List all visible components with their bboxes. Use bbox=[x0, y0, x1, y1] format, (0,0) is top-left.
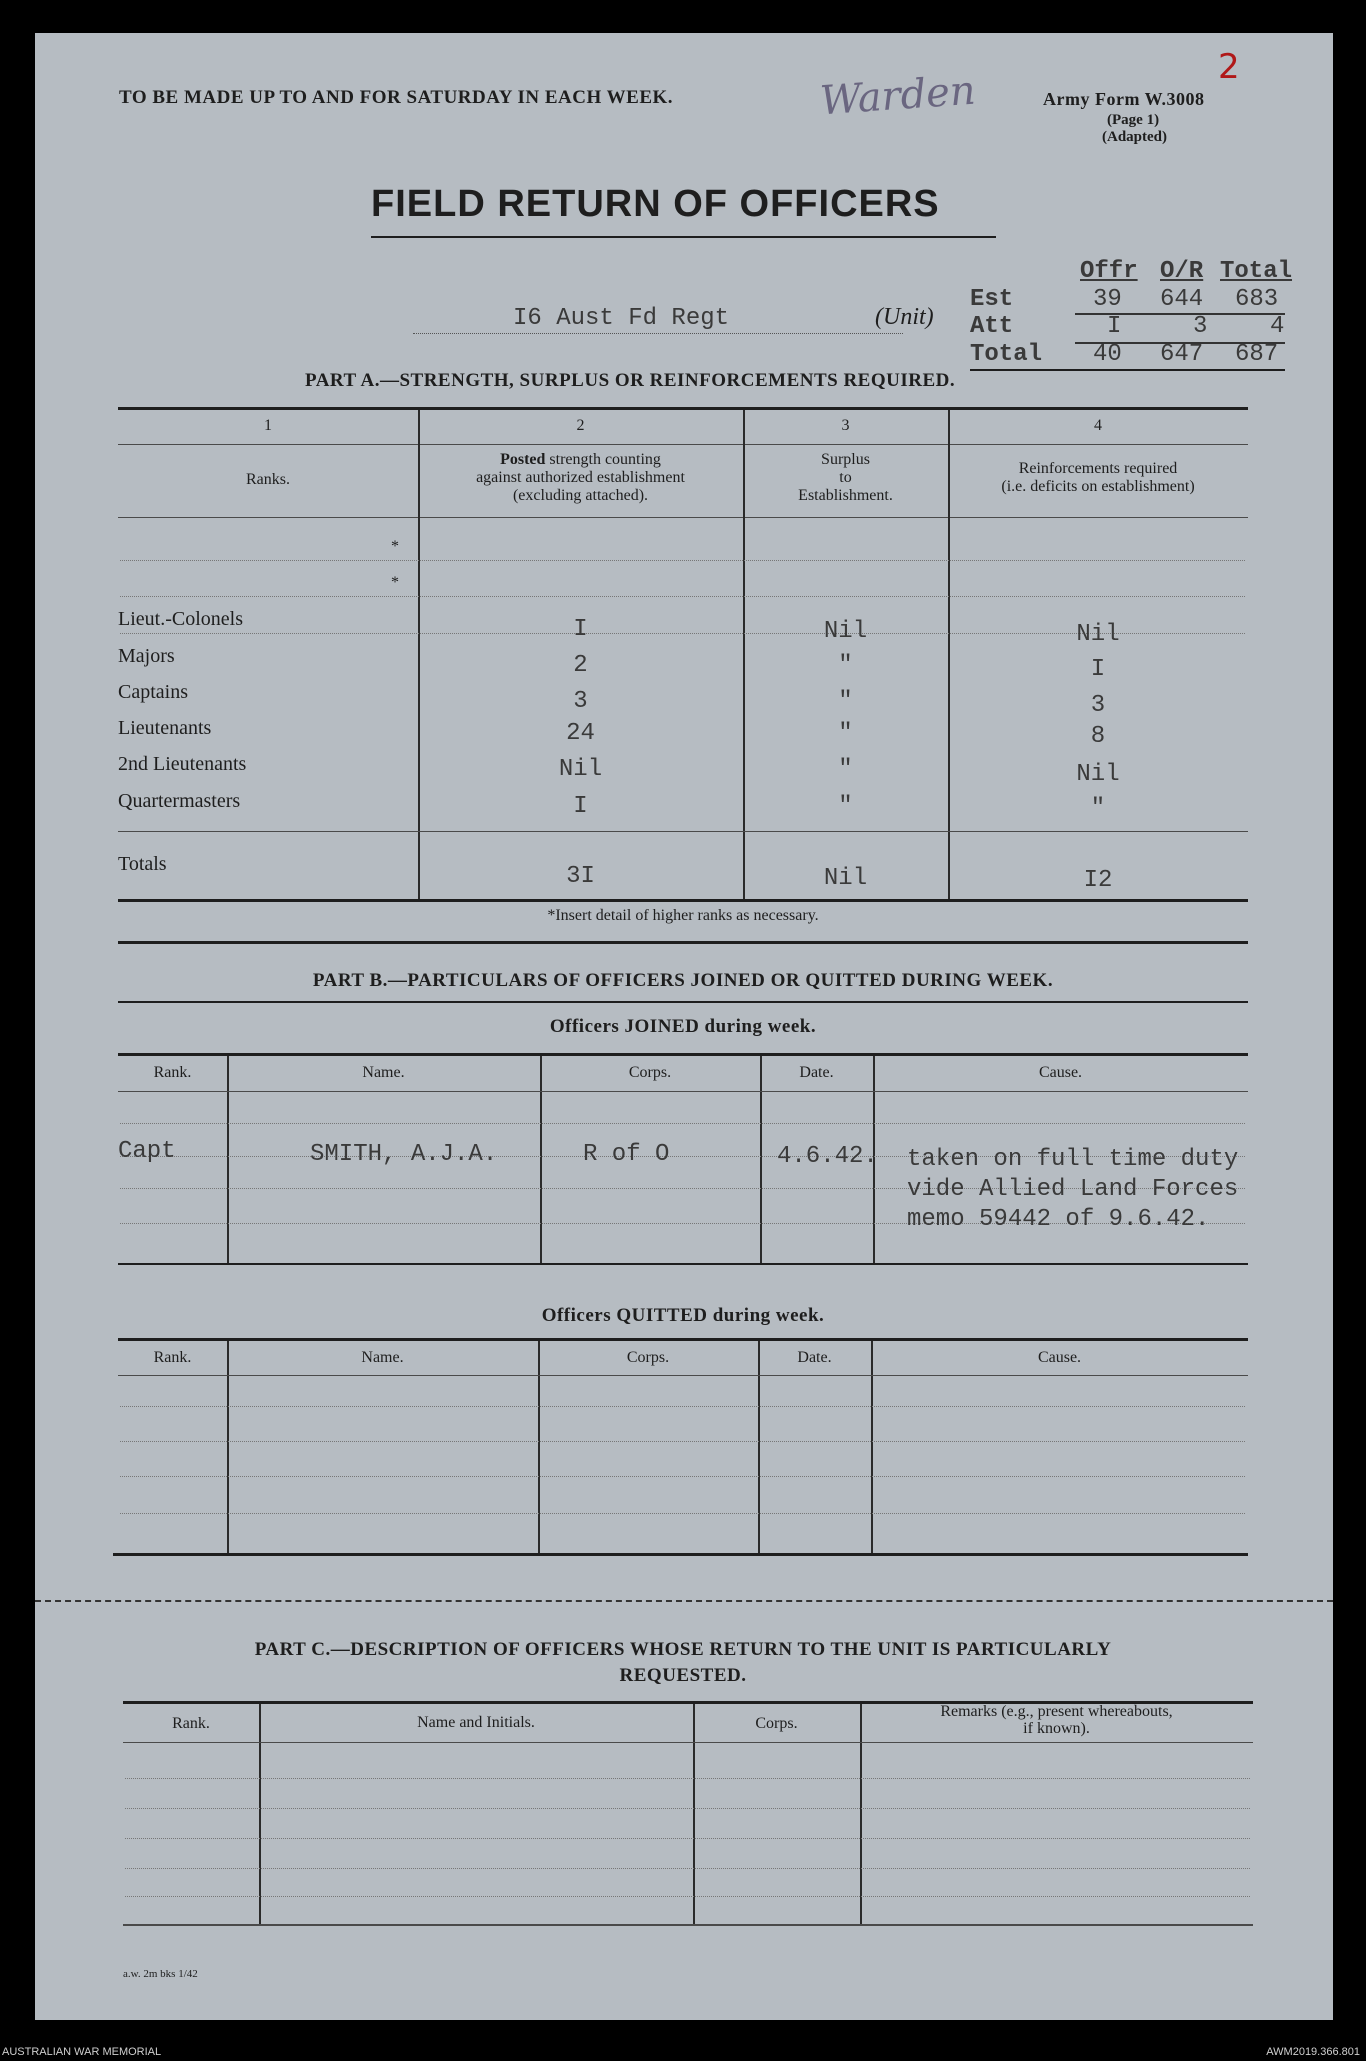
table-bottom-rule bbox=[118, 1263, 1248, 1265]
summary-cell: 644 bbox=[1160, 286, 1204, 313]
col-header-date: Date. bbox=[799, 1064, 834, 1081]
joined-date: 4.6.42. bbox=[777, 1143, 878, 1170]
title-underline bbox=[371, 236, 996, 238]
surplus-value: " bbox=[838, 688, 853, 715]
posted-bold: Posted bbox=[500, 451, 546, 468]
asterisk: * bbox=[391, 538, 399, 555]
summary-cell: 683 bbox=[1235, 286, 1279, 313]
posted-l1: strength counting bbox=[545, 451, 661, 468]
surplus-l1: Surplus bbox=[821, 451, 870, 468]
row-line bbox=[125, 1778, 1250, 1779]
col-header-cause: Cause. bbox=[1037, 1349, 1082, 1366]
column-divider bbox=[758, 1341, 760, 1553]
column-divider bbox=[540, 1056, 542, 1263]
surplus-value: " bbox=[838, 720, 853, 747]
totals-divider bbox=[118, 831, 1248, 832]
totals-surplus: Nil bbox=[823, 865, 868, 892]
remarks-line: Remarks (e.g., present whereabouts, bbox=[940, 1703, 1173, 1720]
summary-header-or: O/R bbox=[1160, 258, 1204, 285]
reinf-value: " bbox=[1090, 795, 1106, 822]
handwritten-name: Warden bbox=[818, 67, 978, 125]
row-line bbox=[125, 1896, 1250, 1897]
joined-rank: Capt bbox=[118, 1138, 176, 1165]
part-c-title-line: PART C.—DESCRIPTION OF OFFICERS WHOSE RETURN TO THE UNIT IS PARTICULARLY bbox=[254, 1639, 1112, 1660]
summary-total-rule bbox=[970, 369, 1285, 371]
posted-value: I bbox=[573, 793, 588, 820]
posted-l3: (excluding attached). bbox=[512, 487, 649, 504]
row-divider bbox=[118, 1091, 1248, 1092]
col-header-reinforcements bbox=[948, 460, 1248, 496]
page-label: (Page 1) bbox=[1107, 112, 1160, 128]
part-b-rule bbox=[118, 1001, 1248, 1003]
column-divider bbox=[538, 1341, 540, 1553]
row-line bbox=[120, 1513, 1245, 1514]
column-divider bbox=[693, 1704, 695, 1924]
summary-header-offr: Offr bbox=[1080, 258, 1138, 285]
unit-value: I6 Aust Fd Regt bbox=[513, 305, 730, 332]
reinf-value: 3 bbox=[1090, 692, 1106, 719]
summary-cell: 39 bbox=[1093, 286, 1122, 313]
table-bottom-rule bbox=[118, 899, 1248, 902]
surplus-l2: to bbox=[839, 469, 852, 486]
row-line bbox=[125, 1838, 1250, 1839]
table-top-rule bbox=[118, 407, 1248, 410]
joined-cause bbox=[907, 1145, 1238, 1235]
summary-cell: 40 bbox=[1093, 341, 1122, 368]
summary-cell: 647 bbox=[1160, 341, 1204, 368]
posted-value: 3 bbox=[573, 688, 588, 715]
row-line bbox=[120, 1441, 1245, 1442]
cause-line: memo 59442 of 9.6.42. bbox=[907, 1206, 1210, 1233]
col-header-name: Name. bbox=[361, 1349, 404, 1366]
col-header-corps: Corps. bbox=[626, 1349, 670, 1366]
cause-line: vide Allied Land Forces bbox=[907, 1176, 1239, 1203]
column-divider bbox=[227, 1056, 229, 1263]
col-header-posted bbox=[418, 451, 743, 505]
table-top-rule bbox=[118, 1338, 1248, 1341]
rank-label: Majors bbox=[118, 645, 175, 667]
footer-right: AWM2019.366.801 bbox=[1266, 2046, 1360, 2058]
posted-l2: against authorized establishment bbox=[476, 469, 685, 486]
quitted-title: Officers QUITTED during week. bbox=[541, 1305, 825, 1326]
reinf-value: 8 bbox=[1090, 723, 1106, 750]
unit-dotted-line bbox=[413, 333, 903, 334]
col-header-rank: Rank. bbox=[153, 1349, 192, 1366]
column-divider bbox=[860, 1704, 862, 1924]
blank-row-line bbox=[120, 596, 1245, 597]
col-number: 4 bbox=[1094, 417, 1102, 434]
rank-label: Quartermasters bbox=[118, 790, 241, 812]
joined-title: Officers JOINED during week. bbox=[549, 1016, 817, 1037]
col-header-surplus bbox=[743, 451, 948, 505]
handwritten-page-number: 2 bbox=[1218, 47, 1240, 87]
col-number: 1 bbox=[264, 417, 272, 434]
col-header-corps: Corps. bbox=[755, 1715, 798, 1732]
col-header-remarks bbox=[860, 1703, 1253, 1737]
col-header-corps: Corps. bbox=[628, 1064, 672, 1081]
row-line bbox=[125, 1808, 1250, 1809]
surplus-value: " bbox=[838, 793, 853, 820]
reinf-value: Nil bbox=[1076, 761, 1120, 788]
col-header-cause: Cause. bbox=[1038, 1064, 1083, 1081]
summary-cell: 687 bbox=[1235, 341, 1279, 368]
row-line bbox=[120, 1406, 1245, 1407]
rank-label: Captains bbox=[118, 681, 188, 703]
posted-value: 2 bbox=[573, 652, 588, 679]
instruction-text: TO BE MADE UP TO AND FOR SATURDAY IN EACH WEEK. bbox=[119, 87, 674, 108]
col-number: 2 bbox=[576, 417, 585, 434]
perforation-line bbox=[35, 1600, 1333, 1602]
table-top-rule bbox=[118, 1053, 1248, 1056]
summary-cell: I bbox=[1107, 313, 1122, 340]
part-c-title-line: REQUESTED. bbox=[619, 1665, 747, 1686]
col-header-date: Date. bbox=[797, 1349, 832, 1366]
cause-line: taken on full time duty bbox=[907, 1146, 1239, 1173]
joined-name: SMITH, A.J.A. bbox=[310, 1141, 498, 1168]
totals-reinf: I2 bbox=[1083, 867, 1113, 894]
rank-label: 2nd Lieutenants bbox=[118, 753, 247, 775]
col-header-ranks: Ranks. bbox=[246, 471, 290, 488]
column-divider bbox=[871, 1341, 873, 1553]
part-a-title: PART A.—STRENGTH, SURPLUS OR REINFORCEMENTS REQUIRED. bbox=[305, 370, 956, 391]
col-header-name: Name. bbox=[362, 1064, 405, 1081]
summary-row-label: Est bbox=[970, 286, 1014, 313]
joined-corps: R of O bbox=[583, 1141, 670, 1168]
row-divider bbox=[123, 1742, 1253, 1743]
footer-left: AUSTRALIAN WAR MEMORIAL bbox=[2, 2046, 162, 2058]
posted-value: 24 bbox=[566, 720, 595, 747]
row-divider bbox=[118, 517, 1248, 518]
form-page bbox=[35, 33, 1333, 2020]
col-header-name-initials: Name and Initials. bbox=[417, 1714, 535, 1731]
rank-label: Lieutenants bbox=[118, 717, 212, 739]
row-line bbox=[120, 1476, 1245, 1477]
summary-cell: 3 bbox=[1193, 313, 1208, 340]
remarks-line: if known). bbox=[1023, 1720, 1090, 1737]
reinf-l1: Reinforcements required bbox=[1018, 460, 1178, 477]
col-number: 3 bbox=[841, 417, 850, 434]
summary-row-label: Att bbox=[970, 313, 1014, 340]
row-divider bbox=[118, 1375, 1248, 1376]
row-line bbox=[120, 1123, 1245, 1124]
table-bottom-rule bbox=[123, 1924, 1253, 1926]
totals-posted: 3I bbox=[566, 863, 595, 890]
column-divider bbox=[259, 1704, 261, 1924]
posted-value: Nil bbox=[558, 756, 603, 783]
row-line bbox=[125, 1868, 1250, 1869]
adapted-label: (Adapted) bbox=[1102, 129, 1168, 145]
col-header-rank: Rank. bbox=[172, 1715, 210, 1732]
summary-header-total: Total bbox=[1220, 258, 1293, 285]
surplus-value: " bbox=[838, 756, 853, 783]
row-divider bbox=[118, 444, 1248, 445]
part-a-end-rule bbox=[118, 941, 1248, 944]
reinf-value: Nil bbox=[1076, 621, 1120, 648]
summary-row-label: Total bbox=[970, 341, 1043, 368]
totals-label: Totals bbox=[118, 853, 167, 875]
surplus-value: " bbox=[838, 652, 853, 679]
unit-label: (Unit) bbox=[875, 304, 934, 330]
posted-value: I bbox=[573, 616, 588, 643]
reinf-value: I bbox=[1090, 656, 1106, 683]
print-code: a.w. 2m bks 1/42 bbox=[123, 1968, 198, 1980]
column-divider bbox=[227, 1341, 229, 1553]
reinf-l2: (i.e. deficits on establishment) bbox=[1001, 478, 1195, 495]
asterisk: * bbox=[391, 574, 399, 591]
blank-row-line bbox=[120, 560, 1245, 561]
rank-label: Lieut.-Colonels bbox=[118, 608, 243, 630]
summary-cell: 4 bbox=[1270, 313, 1285, 340]
part-a-footnote: *Insert detail of higher ranks as necessary. bbox=[547, 907, 819, 924]
col-header-rank: Rank. bbox=[153, 1064, 192, 1081]
surplus-value: Nil bbox=[823, 618, 868, 645]
page-title: FIELD RETURN OF OFFICERS bbox=[371, 183, 940, 225]
part-c-title bbox=[118, 1637, 1248, 1689]
surplus-l3: Establishment. bbox=[798, 487, 893, 504]
column-divider bbox=[760, 1056, 762, 1263]
form-number: Army Form W.3008 bbox=[1043, 89, 1205, 109]
part-b-title: PART B.—PARTICULARS OF OFFICERS JOINED OR QUITTED DURING WEEK. bbox=[312, 970, 1054, 991]
table-bottom-rule bbox=[113, 1553, 1248, 1556]
